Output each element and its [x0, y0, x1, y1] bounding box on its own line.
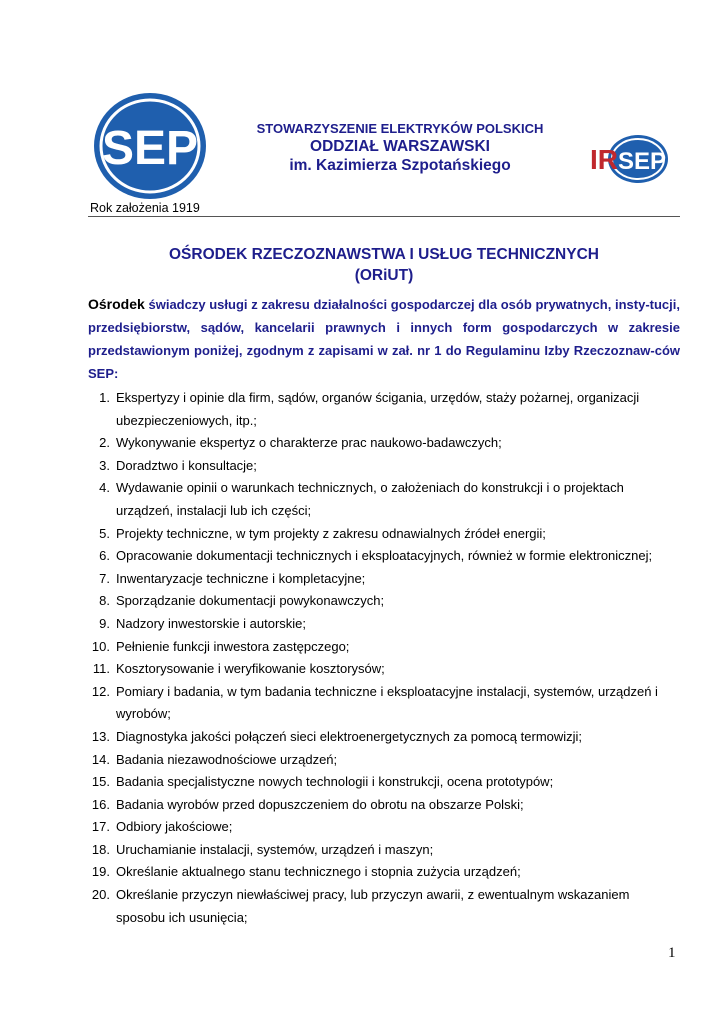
list-item-number: 15. [91, 774, 110, 790]
list-item [88, 861, 680, 884]
branch-name: ODDZIAŁ WARSZAWSKI [310, 138, 490, 155]
list-item [88, 545, 680, 568]
list-item-text: Badania niezawodnościowe urządzeń; [116, 751, 338, 767]
list-item-text: Badania specjalistyczne nowych technologii i konstrukcji, ocena prototypów; [116, 774, 554, 790]
list-item-text: Uruchamianie instalacji, systemów, urządzeń i maszyn; [116, 841, 434, 857]
title-line-2: (ORiUT) [354, 267, 414, 284]
list-item-number: 4. [99, 480, 110, 496]
list-item-number: 9. [99, 615, 110, 631]
list-item-text: Opracowanie dokumentacji technicznych i eksploatacyjnych, również w formie elektronicznej; [116, 548, 653, 564]
list-item-text: Kosztorysowanie i weryfikowanie kosztorysów; [116, 661, 385, 677]
list-item-text: Nadzory inwestorskie i autorskie; [116, 615, 307, 631]
organization-header [215, 121, 585, 175]
list-item-number: 13. [91, 728, 110, 744]
list-item-text: Wykonywanie ekspertyz o charakterze prac naukowo-badawczych; [116, 435, 502, 451]
association-name: STOWARZYSZENIE ELEKTRYKÓW POLSKICH [256, 121, 544, 136]
list-item-number: 16. [91, 796, 110, 812]
list-item-number: 17. [91, 819, 110, 835]
list-item-number: 6. [99, 548, 110, 564]
list-item [88, 839, 680, 862]
list-item-number: 5. [99, 525, 110, 541]
list-item-number: 3. [99, 457, 110, 473]
page-number: 1 [668, 945, 676, 961]
list-item-text: Diagnostyka jakości połączeń sieci elektroenergetycznych za pomocą termowizji; [116, 728, 583, 744]
header-divider [88, 216, 680, 217]
list-item [88, 681, 680, 726]
list-item-number: 2. [99, 435, 110, 451]
document-title [88, 244, 680, 286]
list-item [88, 387, 680, 432]
list-item-number: 14. [91, 751, 110, 767]
sep-logo [91, 90, 209, 202]
list-item [88, 523, 680, 546]
list-item-text: Pełnienie funkcji inwestora zastępczego; [116, 638, 350, 654]
branch-patron: im. Kazimierza Szpotańskiego [289, 157, 511, 174]
sep-logo-text: SEP [101, 122, 199, 175]
irsep-logo [588, 133, 670, 185]
list-item [88, 749, 680, 772]
list-item-text: Projekty techniczne, w tym projekty z zakresu odnawialnych źródeł energii; [116, 525, 546, 541]
list-item [88, 613, 680, 636]
list-item-number: 19. [91, 864, 110, 880]
services-list [88, 387, 680, 929]
list-item-text: Badania wyrobów przed dopuszczeniem do obrotu na obszarze Polski; [116, 796, 524, 812]
intro-paragraph [88, 293, 680, 385]
list-item [88, 636, 680, 659]
intro-text: świadczy usługi z zakresu działalności gospodarczej dla osób prywatnych, insty-tucji, przedsiębiorstw, sądów, kancelarii prawnych i innych form gospodarczych w zakresie przedstawionym poniżej, zgodnym z zapisami w zał. nr 1 do Regulaminu Izby Rzeczoznaw-ców SEP: [88, 297, 680, 381]
list-item-text: Wydawanie opinii o warunkach technicznych, o założeniach do konstrukcji i o projektach urządzeń, instalacji lub ich części; [116, 480, 624, 518]
irsep-logo-text: IRSEP [590, 144, 667, 175]
list-item [88, 884, 680, 929]
list-item-text: Odbiory jakościowe; [116, 819, 233, 835]
list-item-text: Sporządzanie dokumentacji powykonawczych; [116, 593, 385, 609]
list-item [88, 794, 680, 817]
list-item-number: 7. [99, 570, 110, 586]
list-item [88, 477, 680, 522]
list-item-number: 12. [91, 683, 110, 699]
title-line-1: OŚRODEK RZECZOZNAWSTWA I USŁUG TECHNICZNYCH [169, 246, 599, 263]
list-item [88, 726, 680, 749]
list-item [88, 432, 680, 455]
list-item-text: Pomiary i badania, w tym badania techniczne i eksploatacyjne instalacji, systemów, urządzeń i wyrobów; [116, 683, 658, 722]
list-item [88, 771, 680, 794]
list-item-number: 11. [92, 661, 110, 677]
list-item [88, 568, 680, 591]
list-item-number: 10. [91, 638, 110, 654]
list-item-number: 1. [99, 390, 110, 405]
list-item-text: Określanie przyczyn niewłaściwej pracy, lub przyczyn awarii, z ewentualnym wskazaniem sposobu ich usunięcia; [116, 887, 630, 925]
list-item [88, 658, 680, 681]
list-item-text: Określanie aktualnego stanu technicznego i stopnia zużycia urządzeń; [116, 864, 521, 880]
list-item [88, 455, 680, 478]
list-item [88, 590, 680, 613]
list-item [88, 816, 680, 839]
list-item-number: 18. [91, 841, 110, 857]
list-item-number: 20. [91, 887, 110, 903]
intro-lead: Ośrodek [88, 296, 145, 312]
list-item-text: Ekspertyzy i opinie dla firm, sądów, organów ścigania, urzędów, staży pożarnej, organizacji ubezpieczeniowych, itp.; [116, 390, 640, 428]
founded-year: Rok założenia 1919 [90, 201, 200, 215]
list-item-text: Inwentaryzacje techniczne i kompletacyjne; [116, 570, 366, 586]
list-item-number: 8. [99, 593, 110, 609]
list-item-text: Doradztwo i konsultacje; [116, 457, 257, 473]
